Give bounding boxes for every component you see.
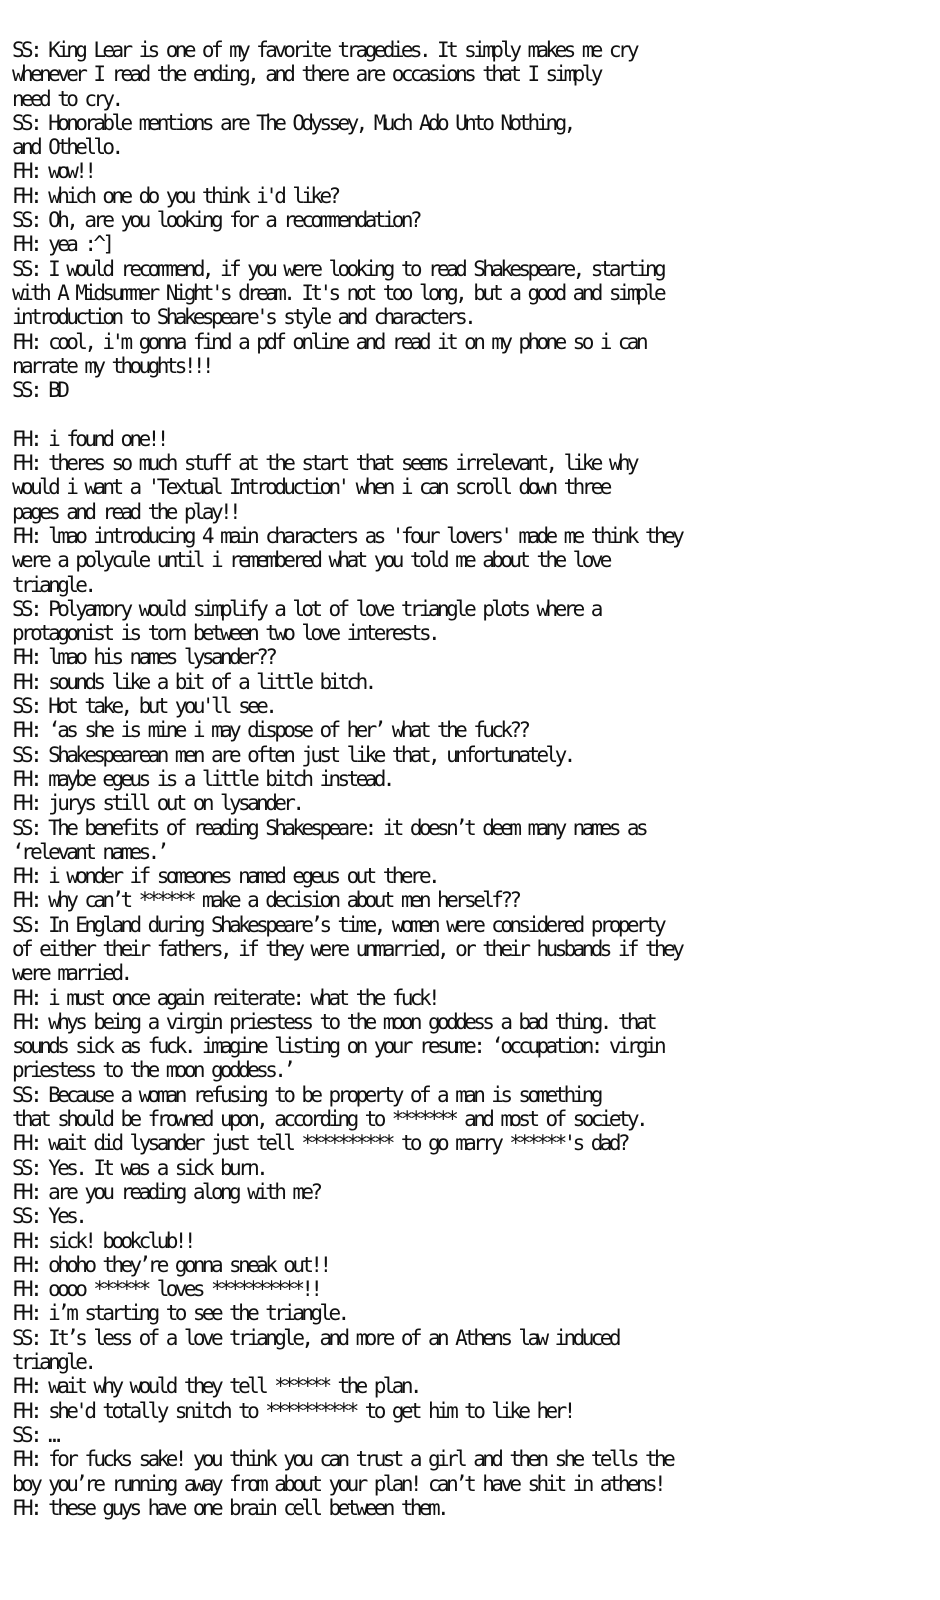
- transcript-line: SS: Honorable mentions are The Odyssey, Much Ado Unto Nothing,: [12, 110, 573, 135]
- transcript-line: SS: The benefits of reading Shakespeare: it doesn’t deem many names as: [12, 815, 646, 840]
- transcript-line: SS: Polyamory would simplify a lot of love triangle plots where a: [12, 596, 600, 621]
- transcript-line: pages and read the play!!: [12, 499, 239, 524]
- transcript-line: were a polycule until i remembered what you told me about the love: [12, 548, 609, 573]
- blank-line: [12, 402, 936, 426]
- transcript-line: SS: Shakespearean men are often just like that, unfortunately.: [12, 742, 573, 767]
- transcript-line: FH: which one do you think i'd like?: [12, 183, 338, 208]
- transcript-line: SS: BD: [12, 378, 67, 403]
- transcript-line: FH: are you reading along with me?: [12, 1179, 320, 1204]
- transcript-line: SS: Yes. It was a sick burn.: [12, 1155, 266, 1180]
- transcript-line: FH: why can’t ****** make a decision about men herself??: [12, 888, 519, 913]
- transcript-line: priestess to the moon goddess.’: [12, 1058, 293, 1083]
- transcript-line: FH: lmao introducing 4 main characters as 'four lovers' made me think they: [12, 523, 682, 548]
- transcript-line: FH: these guys have one brain cell between them.: [12, 1495, 447, 1520]
- transcript-line: FH: yea :^]: [12, 232, 112, 257]
- transcript-line: narrate my thoughts!!!: [12, 353, 211, 378]
- transcript-line: SS: In England during Shakespeare’s time, women were considered property: [12, 912, 664, 937]
- transcript-line: introduction to Shakespeare's style and characters.: [12, 305, 474, 330]
- transcript-line: FH: for fucks sake! you think you can trust a girl and then she tells the: [12, 1447, 673, 1472]
- transcript-line: FH: jurys still out on lysander.: [12, 791, 302, 816]
- transcript-line: FH: i found one!!: [12, 426, 166, 451]
- transcript-line: FH: cool, i'm gonna find a pdf online and read it on my phone so i can: [12, 329, 646, 354]
- transcript-line: SS: Oh, are you looking for a recommendation?: [12, 208, 419, 233]
- transcript-line: FH: i’m starting to see the triangle.: [12, 1301, 347, 1326]
- transcript-line: FH: wait did lysander just tell ********** to go marry ******'s dad?: [12, 1131, 627, 1156]
- transcript-line: FH: ohoho they’re gonna sneak out!!: [12, 1252, 329, 1277]
- transcript-line: triangle.: [12, 1350, 94, 1375]
- transcript-line: and Othello.: [12, 135, 121, 160]
- transcript-line: sounds sick as fuck. imagine listing on your resume: ‘occupation: virgin: [12, 1034, 664, 1059]
- transcript-line: FH: wait why would they tell ****** the plan.: [12, 1374, 419, 1399]
- transcript-line: SS: I would recommend, if you were looking to read Shakespeare, starting: [12, 256, 664, 281]
- transcript-line: FH: wow!!: [12, 159, 94, 184]
- transcript-line: FH: theres so much stuff at the start that seems irrelevant, like why: [12, 451, 636, 476]
- transcript-line: FH: sounds like a bit of a little bitch.: [12, 669, 374, 694]
- transcript-line: triangle.: [12, 572, 94, 597]
- transcript-line: would i want a 'Textual Introduction' when i can scroll down three: [12, 475, 609, 500]
- transcript-line: were married.: [12, 961, 130, 986]
- transcript-line: FH: ‘as she is mine i may dispose of her’ what the fuck??: [12, 718, 528, 743]
- transcript-line: FH: whys being a virgin priestess to the moon goddess a bad thing. that: [12, 1009, 655, 1034]
- transcript-line: SS: Yes.: [12, 1204, 85, 1229]
- transcript-line: boy you’re running away from about your plan! can’t have shit in athens!: [12, 1471, 664, 1496]
- transcript-line: protagonist is torn between two love interests.: [12, 621, 438, 646]
- transcript-line: FH: lmao his names lysander??: [12, 645, 275, 670]
- transcript-line: of either their fathers, if they were unmarried, or their husbands if they: [12, 936, 682, 961]
- transcript-line: that should be frowned upon, according to ******* and most of society.: [12, 1107, 646, 1132]
- transcript-line: SS: …: [12, 1422, 58, 1447]
- transcript-line: FH: i wonder if someones named egeus out there.: [12, 864, 438, 889]
- transcript-line: SS: Because a woman refusing to be property of a man is something: [12, 1082, 600, 1107]
- transcript-line: with A Midsummer Night's dream. It's not too long, but a good and simple: [12, 280, 664, 305]
- transcript-line: SS: It’s less of a love triangle, and more of an Athens law induced: [12, 1325, 618, 1350]
- transcript-line: FH: sick! bookclub!!: [12, 1228, 193, 1253]
- transcript-line: FH: oooo ****** loves **********!!: [12, 1277, 320, 1302]
- transcript-line: SS: Hot take, but you'll see.: [12, 694, 275, 719]
- transcript-line: FH: she'd totally snitch to ********** to get him to like her!: [12, 1398, 573, 1423]
- transcript-line: ‘relevant names.’: [12, 839, 166, 864]
- transcript-line: SS: King Lear is one of my favorite tragedies. It simply makes me cry: [12, 38, 636, 62]
- transcript-line: FH: maybe egeus is a little bitch instead.: [12, 766, 392, 791]
- transcript-line: whenever I read the ending, and there are occasions that I simply: [12, 62, 600, 87]
- transcript-line: FH: i must once again reiterate: what the fuck!: [12, 985, 438, 1010]
- transcript-line: need to cry.: [12, 86, 121, 111]
